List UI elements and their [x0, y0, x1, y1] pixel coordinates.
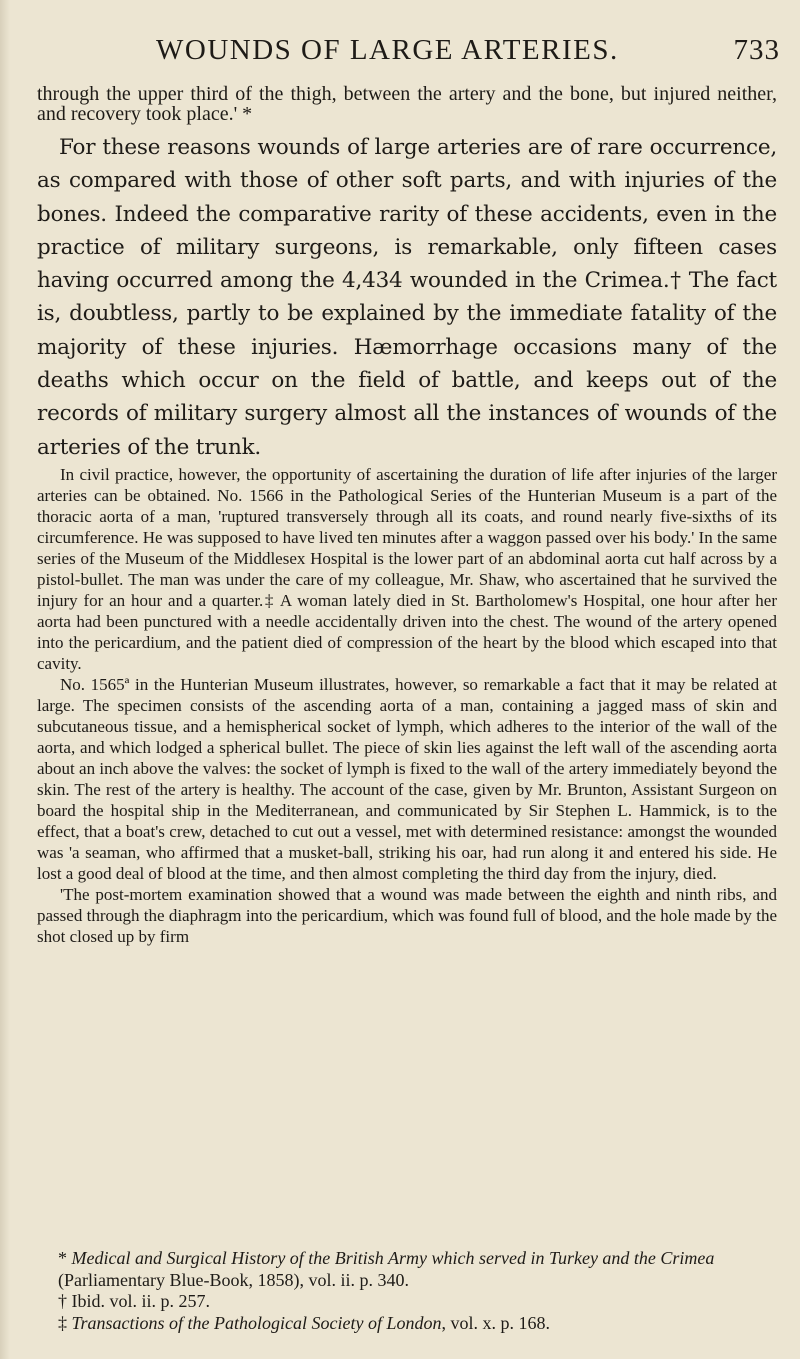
- footnote-1-title: Medical and Surgical History of the British Army which served in Turkey and the Crimea: [71, 1248, 715, 1268]
- footnote-1: [58, 1248, 778, 1291]
- page-gutter-shadow: [0, 0, 10, 1359]
- intro-paragraph: through the upper third of the thigh, between the artery and the bone, but injured neither, and recovery took place.' *: [37, 83, 777, 125]
- footnote-2: † Ibid. vol. ii. p. 257.: [58, 1291, 210, 1311]
- footnote-1-mark: *: [58, 1248, 72, 1268]
- footnote-3-title: Transactions of the Pathological Society of London: [71, 1312, 442, 1333]
- small-type-paragraph-1: In civil practice, however, the opportunity of ascertaining the duration of life after injuries of the larger arteries can be obtained. No. 1566 in the Pathological Series of the Hunterian Museum is a part of the thoracic aorta of a man, 'ruptured transversely through all its coats, and round nearly five-sixths of its circumference. He was supposed to have lived ten minutes after a waggon passed over his body.' In the same series of the Museum of the Middlesex Hospital is the lower part of an abdominal aorta cut half across by a pistol-bullet. The man was under the care of my colleague, Mr. Shaw, who ascertained that he survived the injury for an hour and a quarter.‡ A woman lately died in St. Bartholomew's Hospital, one hour after her aorta had been punctured with a needle accidentally driven into the chest. The wound of the artery opened into the pericardium, and the patient died of compression of the heart by the blood which escaped into that cavity.: [37, 464, 777, 673]
- running-title: WOUNDS OF LARGE ARTERIES.: [156, 34, 619, 66]
- small-type-paragraph-3: 'The post-mortem examination showed that a wound was made between the eighth and ninth ribs, and passed through the diaphragm into the pericardium, which was found full of blood, and the hole made by the shot closed up by firm: [37, 884, 777, 946]
- footnotes: [58, 1248, 778, 1334]
- main-text: [37, 84, 777, 947]
- footnote-3: [58, 1313, 778, 1335]
- footnote-3-mark: ‡: [58, 1312, 72, 1333]
- small-type-paragraph-2: No. 1565ª in the Hunterian Museum illustrates, however, so remarkable a fact that it may be related at large. The specimen consists of the ascending aorta of a man, containing a jagged mass of skin and subcutaneous tissue, and a hemispherical socket of lymph, which adheres to the interior of the wall of the aorta, and which lodged a spherical bullet. The piece of skin lies against the left wall of the ascending aorta about an inch above the valves: the socket of lymph is fixed to the wall of the artery immediately beyond the skin. The rest of the artery is healthy. The account of the case, given by Mr. Brunton, Assistant Surgeon on board the hospital ship in the Mediterranean, and communicated by Sir Stephen L. Hammick, is to the effect, that a boat's crew, detached to cut out a vessel, met with determined resistance: amongst the wounded was 'a seaman, who affirmed that a musket-ball, striking his oar, had run along it and entered his side. He lost a good deal of blood at the time, and then almost completing the third day from the injury, died.: [37, 674, 777, 883]
- page-number: 733: [733, 34, 780, 66]
- footnote-3-rest: , vol. x. p. 168.: [441, 1312, 550, 1333]
- large-type-paragraph: For these reasons wounds of large arteries are of rare occurrence, as compared with those of other soft parts, and with injuries of the bones. Indeed the comparative rarity of these accidents, even in the practice of military surgeons, is remarkable, only fifteen cases having occurred among the 4,434 wounded in the Crimea.† The fact is, doubtless, partly to be explained by the immediate fatality of the majority of these injuries. Hæmorrhage occasions many of the deaths which occur on the field of battle, and keeps out of the records of military surgery almost all the instances of wounds of the arteries of the trunk.: [37, 135, 777, 460]
- footnote-1-rest: (Parliamentary Blue-Book, 1858), vol. ii. p. 340.: [58, 1269, 409, 1290]
